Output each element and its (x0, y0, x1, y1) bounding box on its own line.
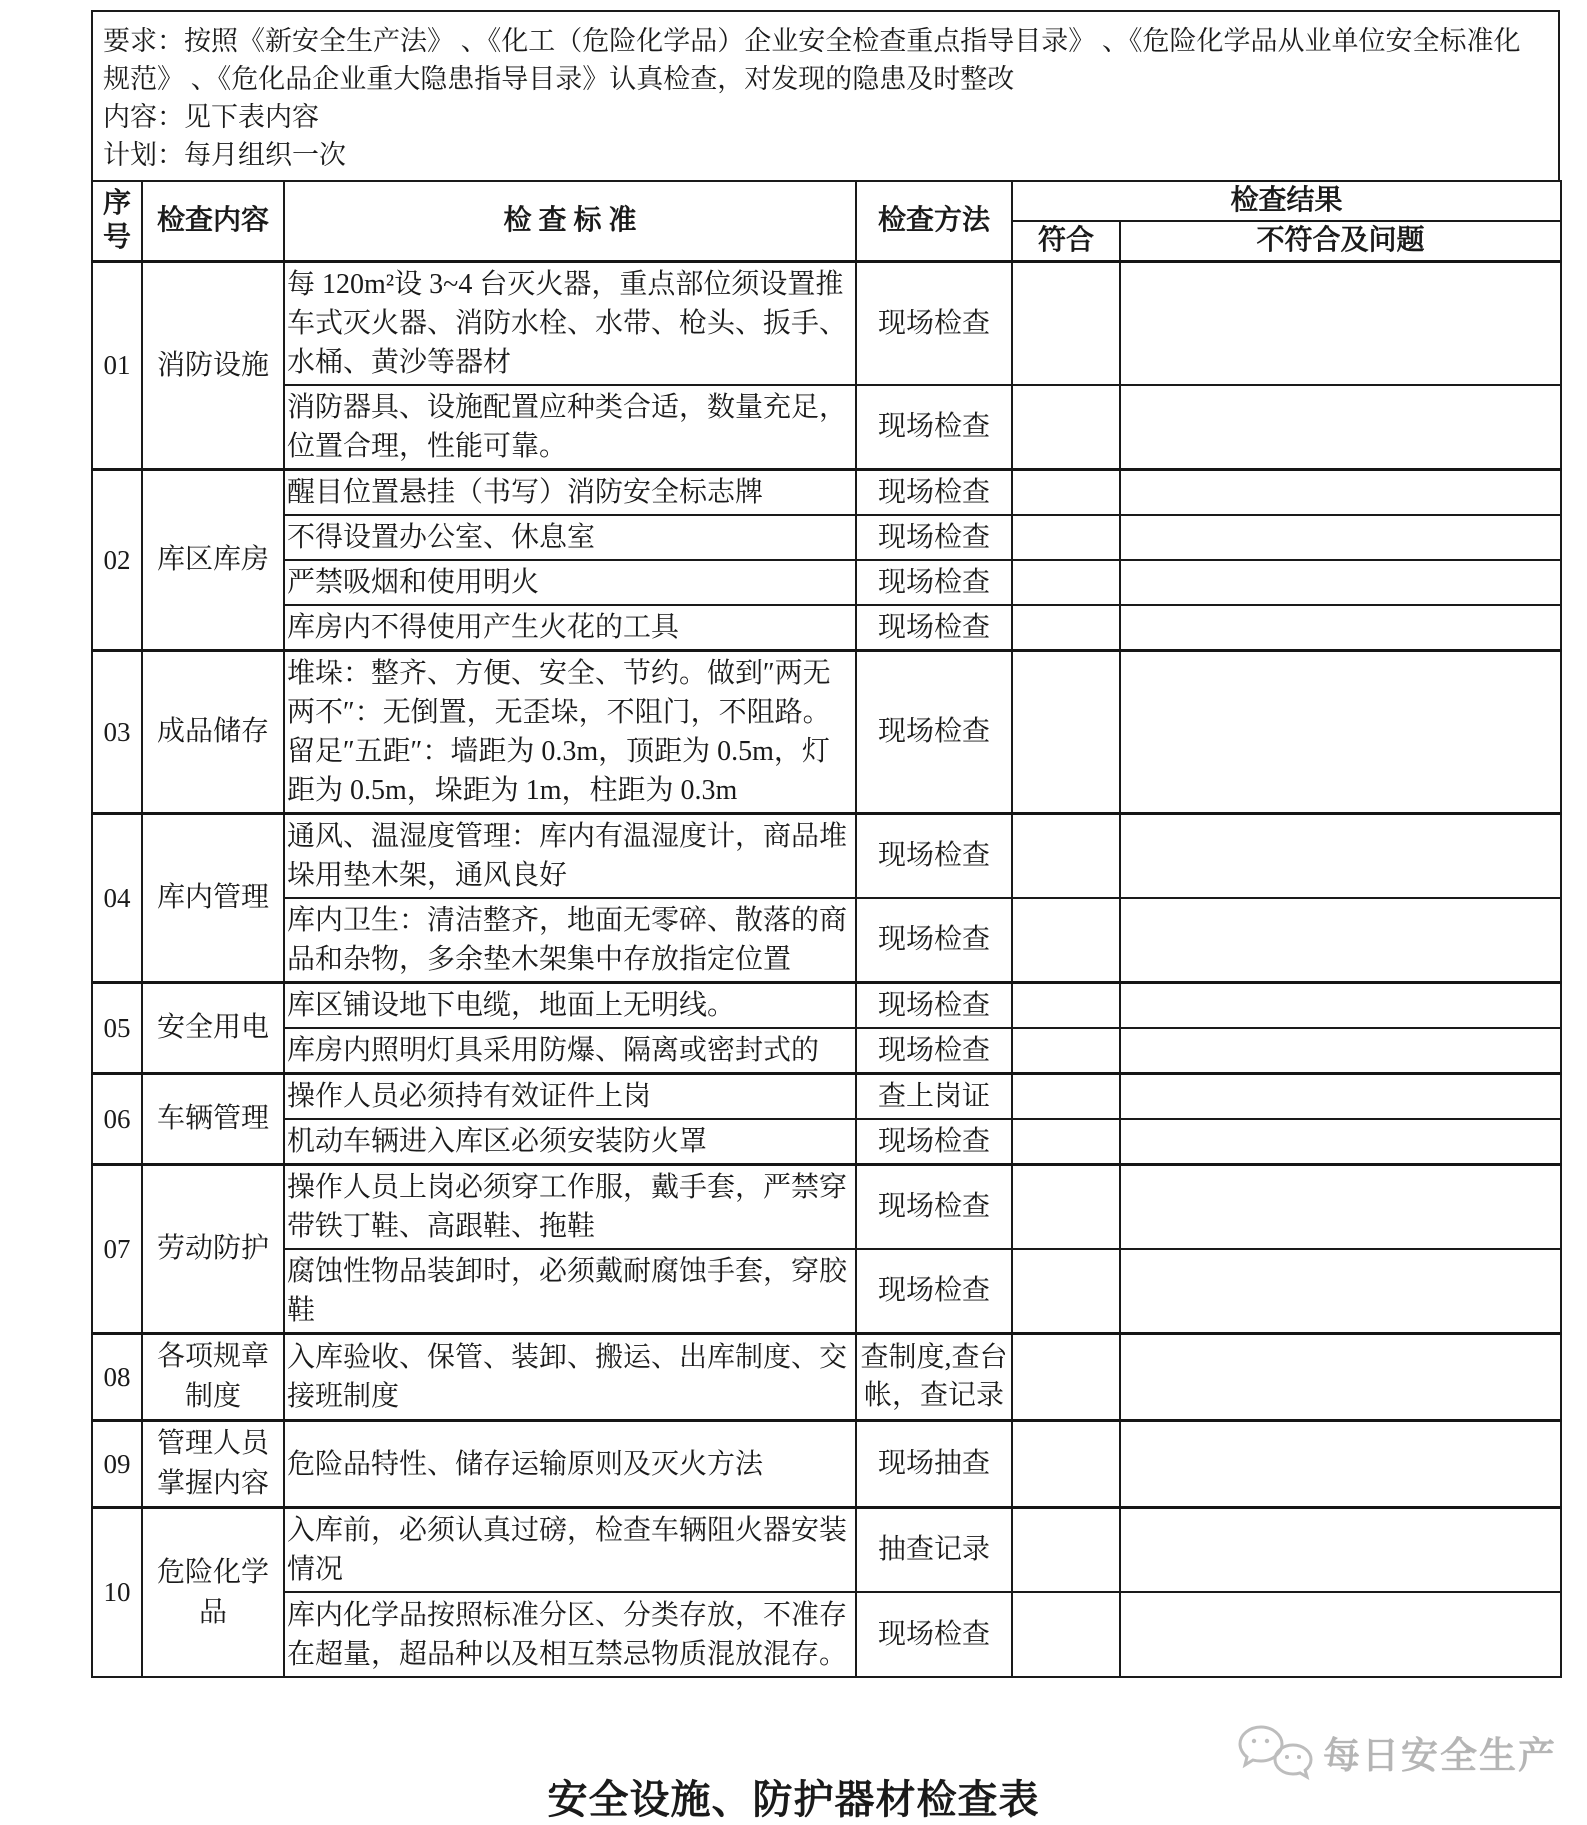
inspection-standard-cell: 腐蚀性物品装卸时，必须戴耐腐蚀手套，穿胶鞋 (284, 1249, 856, 1334)
table-row (92, 983, 1561, 1029)
inspection-method-cell: 现场检查 (856, 898, 1012, 983)
result-pass-cell (1012, 262, 1120, 386)
result-fail-cell (1120, 1165, 1561, 1250)
inspection-method-cell: 现场检查 (856, 385, 1012, 470)
table-row (92, 1508, 1561, 1593)
table-row (92, 1028, 1561, 1074)
inspection-content-cell: 劳动防护 (142, 1165, 284, 1334)
inspection-standard-cell: 入库前，必须认真过磅，检查车辆阻火器安装情况 (284, 1508, 856, 1593)
result-pass-cell (1012, 470, 1120, 516)
serial-no-cell: 05 (92, 983, 142, 1074)
inspection-content-cell: 消防设施 (142, 262, 284, 470)
result-fail-cell (1120, 1074, 1561, 1120)
inspection-content-cell: 成品储存 (142, 651, 284, 814)
result-pass-cell (1012, 983, 1120, 1029)
inspection-method-cell: 现场检查 (856, 1592, 1012, 1677)
table-row (92, 1119, 1561, 1165)
table-row (92, 385, 1561, 470)
result-pass-cell (1012, 1165, 1120, 1250)
table-row (92, 1074, 1561, 1120)
inspection-method-cell: 现场检查 (856, 470, 1012, 516)
serial-no-cell: 06 (92, 1074, 142, 1165)
table-row (92, 262, 1561, 386)
result-pass-cell (1012, 1592, 1120, 1677)
inspection-table (91, 180, 1562, 1678)
inspection-method-cell: 现场检查 (856, 1165, 1012, 1250)
inspection-content-cell: 危险化学品 (142, 1508, 284, 1678)
inspection-method-cell: 现场检查 (856, 262, 1012, 386)
header-inspection-content: 检查内容 (142, 181, 284, 262)
result-pass-cell (1012, 651, 1120, 814)
result-pass-cell (1012, 560, 1120, 605)
table-row (92, 1421, 1561, 1508)
result-pass-cell (1012, 1074, 1120, 1120)
table-row (92, 470, 1561, 516)
result-fail-cell (1120, 605, 1561, 651)
result-pass-cell (1012, 1334, 1120, 1421)
serial-no-cell: 10 (92, 1508, 142, 1678)
result-pass-cell (1012, 1249, 1120, 1334)
result-fail-cell (1120, 1028, 1561, 1074)
table-row (92, 1334, 1561, 1421)
inspection-method-cell: 现场检查 (856, 814, 1012, 899)
result-fail-cell (1120, 1119, 1561, 1165)
result-fail-cell (1120, 1421, 1561, 1508)
serial-no-cell: 07 (92, 1165, 142, 1334)
header-inspection-standard: 检 查 标 准 (284, 181, 856, 262)
result-fail-cell (1120, 560, 1561, 605)
inspection-standard-cell: 堆垛：整齐、方便、安全、节约。做到″两无两不″：无倒置，无歪垛，不阻门，不阻路。留足″五距″：墙距为 0.3m，顶距为 0.5m，灯距为 0.5m，垛距为 1m，柱距为 0.3m (284, 651, 856, 814)
result-pass-cell (1012, 814, 1120, 899)
result-fail-cell (1120, 814, 1561, 899)
inspection-standard-cell: 库房内不得使用产生火花的工具 (284, 605, 856, 651)
inspection-standard-cell: 通风、温湿度管理：库内有温湿度计，商品堆垛用垫木架，通风良好 (284, 814, 856, 899)
inspection-standard-cell: 操作人员必须持有效证件上岗 (284, 1074, 856, 1120)
inspection-content-cell: 库内管理 (142, 814, 284, 983)
serial-no-cell: 01 (92, 262, 142, 470)
table-header-row-1 (92, 181, 1561, 221)
inspection-method-cell: 现场检查 (856, 560, 1012, 605)
table-row (92, 515, 1561, 560)
inspection-standard-cell: 机动车辆进入库区必须安装防火罩 (284, 1119, 856, 1165)
inspection-standard-cell: 库内卫生：清洁整齐，地面无零碎、散落的商品和杂物，多余垫木架集中存放指定位置 (284, 898, 856, 983)
inspection-content-cell: 各项规章制度 (142, 1334, 284, 1421)
inspection-standard-cell: 严禁吸烟和使用明火 (284, 560, 856, 605)
preamble-plan: 计划：每月组织一次 (103, 140, 346, 170)
header-inspection-result: 检查结果 (1012, 181, 1561, 221)
result-fail-cell (1120, 1592, 1561, 1677)
table-row (92, 814, 1561, 899)
serial-no-cell: 03 (92, 651, 142, 814)
inspection-method-cell: 查上岗证 (856, 1074, 1012, 1120)
result-pass-cell (1012, 1421, 1120, 1508)
result-pass-cell (1012, 898, 1120, 983)
inspection-standard-cell: 不得设置办公室、休息室 (284, 515, 856, 560)
inspection-standard-cell: 每 120m²设 3~4 台灭火器，重点部位须设置推车式灭火器、消防水栓、水带、枪头、扳手、水桶、黄沙等器材 (284, 262, 856, 386)
result-fail-cell (1120, 898, 1561, 983)
inspection-method-cell: 现场抽查 (856, 1421, 1012, 1508)
inspection-content-cell: 管理人员掌握内容 (142, 1421, 284, 1508)
header-fail: 不符合及问题 (1120, 221, 1561, 262)
inspection-standard-cell: 库区铺设地下电缆，地面上无明线。 (284, 983, 856, 1029)
result-pass-cell (1012, 1508, 1120, 1593)
result-fail-cell (1120, 385, 1561, 470)
preamble-requirement: 要求：按照《新安全生产法》 、《化工（危险化学品）企业安全检查重点指导目录》 、《危险化学品从业单位安全标准化规范》 、《危化品企业重大隐患指导目录》认真检查，对发现的隐患及时整改 (103, 26, 1521, 94)
inspection-method-cell: 查制度,查台帐，查记录 (856, 1334, 1012, 1421)
inspection-content-cell: 库区库房 (142, 470, 284, 651)
inspection-standard-cell: 消防器具、设施配置应种类合适，数量充足，位置合理，性能可靠。 (284, 385, 856, 470)
table-row (92, 1592, 1561, 1677)
footer-form-title: 安全设施、防护器材检查表 (547, 1777, 1040, 1822)
inspection-standard-cell: 危险品特性、储存运输原则及灭火方法 (284, 1421, 856, 1508)
header-serial-no: 序号 (92, 181, 142, 262)
result-fail-cell (1120, 983, 1561, 1029)
result-fail-cell (1120, 651, 1561, 814)
preamble-content: 内容：见下表内容 (103, 102, 319, 132)
inspection-method-cell: 现场检查 (856, 1249, 1012, 1334)
inspection-method-cell: 现场检查 (856, 1028, 1012, 1074)
result-pass-cell (1012, 385, 1120, 470)
inspection-standard-cell: 入库验收、保管、装卸、搬运、出库制度、交接班制度 (284, 1334, 856, 1421)
result-pass-cell (1012, 515, 1120, 560)
result-pass-cell (1012, 1119, 1120, 1165)
result-fail-cell (1120, 262, 1561, 386)
inspection-method-cell: 现场检查 (856, 515, 1012, 560)
result-fail-cell (1120, 470, 1561, 516)
serial-no-cell: 09 (92, 1421, 142, 1508)
result-fail-cell (1120, 1249, 1561, 1334)
result-pass-cell (1012, 605, 1120, 651)
inspection-method-cell: 抽查记录 (856, 1508, 1012, 1593)
result-fail-cell (1120, 1334, 1561, 1421)
preamble-block (91, 10, 1560, 180)
header-pass: 符合 (1012, 221, 1120, 262)
serial-no-cell: 08 (92, 1334, 142, 1421)
inspection-content-cell: 车辆管理 (142, 1074, 284, 1165)
table-row (92, 605, 1561, 651)
table-row (92, 1249, 1561, 1334)
table-row (92, 651, 1561, 814)
form-content (91, 10, 1560, 1678)
inspection-method-cell: 现场检查 (856, 1119, 1012, 1165)
inspection-standard-cell: 醒目位置悬挂（书写）消防安全标志牌 (284, 470, 856, 516)
serial-no-cell: 04 (92, 814, 142, 983)
result-fail-cell (1120, 515, 1561, 560)
inspection-standard-cell: 操作人员上岗必须穿工作服，戴手套，严禁穿带铁丁鞋、高跟鞋、拖鞋 (284, 1165, 856, 1250)
result-pass-cell (1012, 1028, 1120, 1074)
table-row (92, 560, 1561, 605)
inspection-standard-cell: 库内化学品按照标准分区、分类存放，不准存在超量，超品种以及相互禁忌物质混放混存。 (284, 1592, 856, 1677)
table-row (92, 1165, 1561, 1250)
inspection-method-cell: 现场检查 (856, 605, 1012, 651)
table-row (92, 898, 1561, 983)
serial-no-cell: 02 (92, 470, 142, 651)
inspection-standard-cell: 库房内照明灯具采用防爆、隔离或密封式的 (284, 1028, 856, 1074)
header-inspection-method: 检查方法 (856, 181, 1012, 262)
inspection-content-cell: 安全用电 (142, 983, 284, 1074)
inspection-method-cell: 现场检查 (856, 651, 1012, 814)
result-fail-cell (1120, 1508, 1561, 1593)
inspection-method-cell: 现场检查 (856, 983, 1012, 1029)
brand-text: 每日安全生产 (1323, 1736, 1557, 1777)
